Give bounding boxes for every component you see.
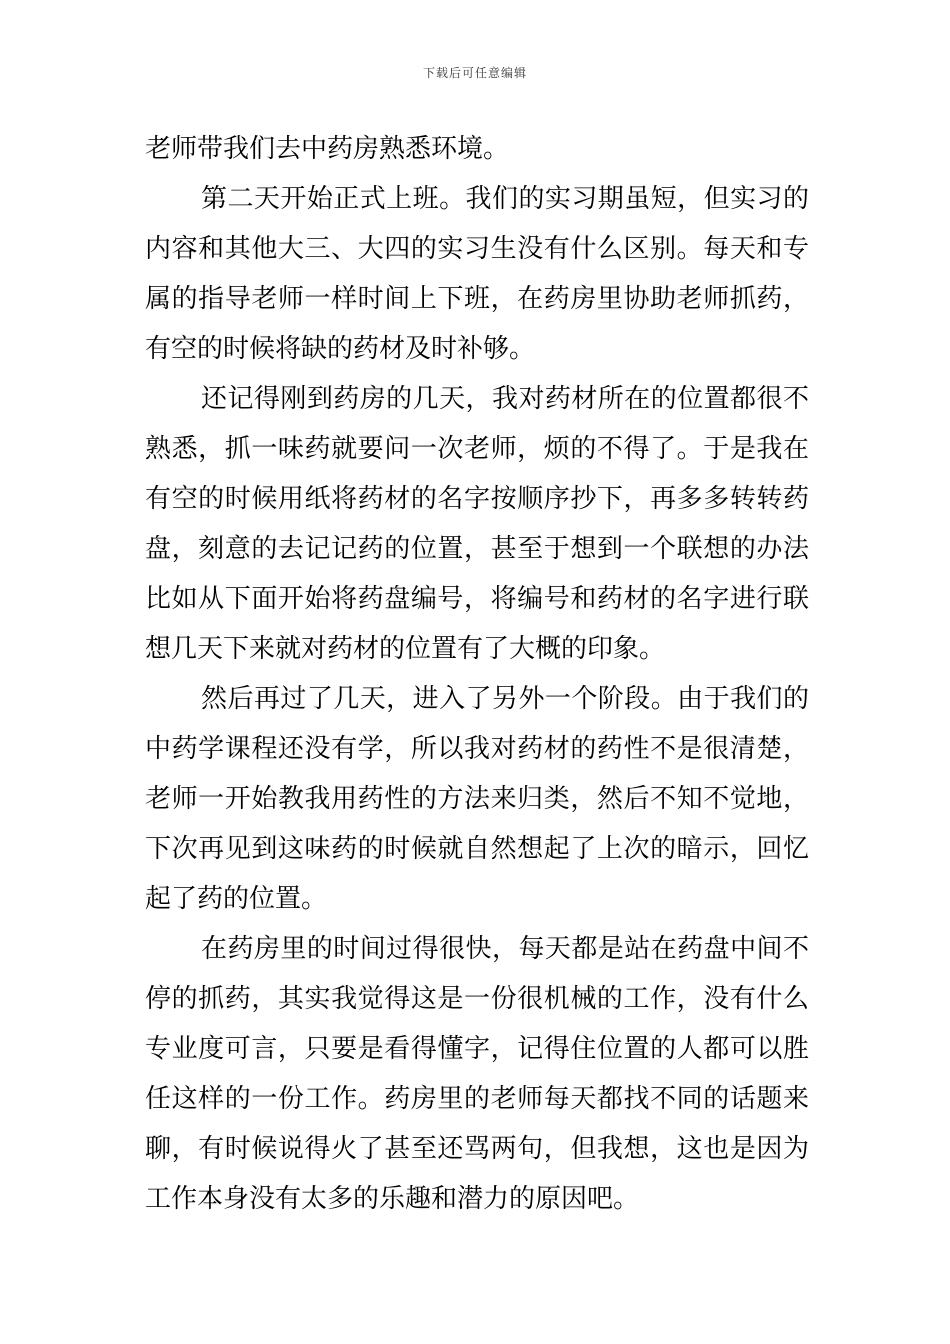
text-line: 有空的时候用纸将药材的名字按顺序抄下，再多多转转药: [145, 484, 809, 514]
text-line: 有空的时候将缺的药材及时补够。: [145, 334, 536, 364]
page-header: 下载后可任意编辑: [422, 66, 527, 80]
paragraph-first-line: 然后再过了几天，进入了另外一个阶段。由于我们的: [201, 684, 809, 714]
text-line: 老师一开始教我用药性的方法来归类，然后不知不觉地，: [145, 784, 809, 814]
paragraph-first-line: 在药房里的时间过得很快，每天都是站在药盘中间不: [201, 934, 809, 964]
text-line: 熟悉，抓一味药就要问一次老师，烦的不得了。于是我在: [145, 434, 809, 464]
text-line: 工作本身没有太多的乐趣和潜力的原因吧。: [145, 1184, 640, 1214]
text-line: 任这样的一份工作。药房里的老师每天都找不同的话题来: [145, 1084, 809, 1114]
text-line: 想几天下来就对药材的位置有了大概的印象。: [145, 634, 666, 664]
body-text: [145, 124, 809, 1224]
text-line: 中药学课程还没有学，所以我对药材的药性不是很清楚，: [145, 734, 809, 764]
text-line: 比如从下面开始将药盘编号，将编号和药材的名字进行联: [145, 584, 809, 614]
text-line: 下次再见到这味药的时候就自然想起了上次的暗示，回忆: [145, 834, 809, 864]
text-line: 停的抓药，其实我觉得这是一份很机械的工作，没有什么: [145, 984, 809, 1014]
text-line: 聊，有时候说得火了甚至还骂两句，但我想，这也是因为: [145, 1134, 809, 1164]
text-line: 起了药的位置。: [145, 884, 328, 914]
text-line: 属的指导老师一样时间上下班，在药房里协助老师抓药，: [145, 284, 809, 314]
paragraph-first-line: 第二天开始正式上班。我们的实习期虽短，但实习的: [201, 184, 809, 214]
text-line: 老师带我们去中药房熟悉环境。: [145, 134, 510, 164]
text-line: 盘，刻意的去记记药的位置，甚至于想到一个联想的办法: [145, 534, 809, 564]
paragraph-first-line: 还记得刚到药房的几天，我对药材所在的位置都很不: [201, 384, 809, 414]
text-line: 专业度可言，只要是看得懂字，记得住位置的人都可以胜: [145, 1034, 809, 1064]
text-line: 内容和其他大三、大四的实习生没有什么区别。每天和专: [145, 234, 809, 264]
